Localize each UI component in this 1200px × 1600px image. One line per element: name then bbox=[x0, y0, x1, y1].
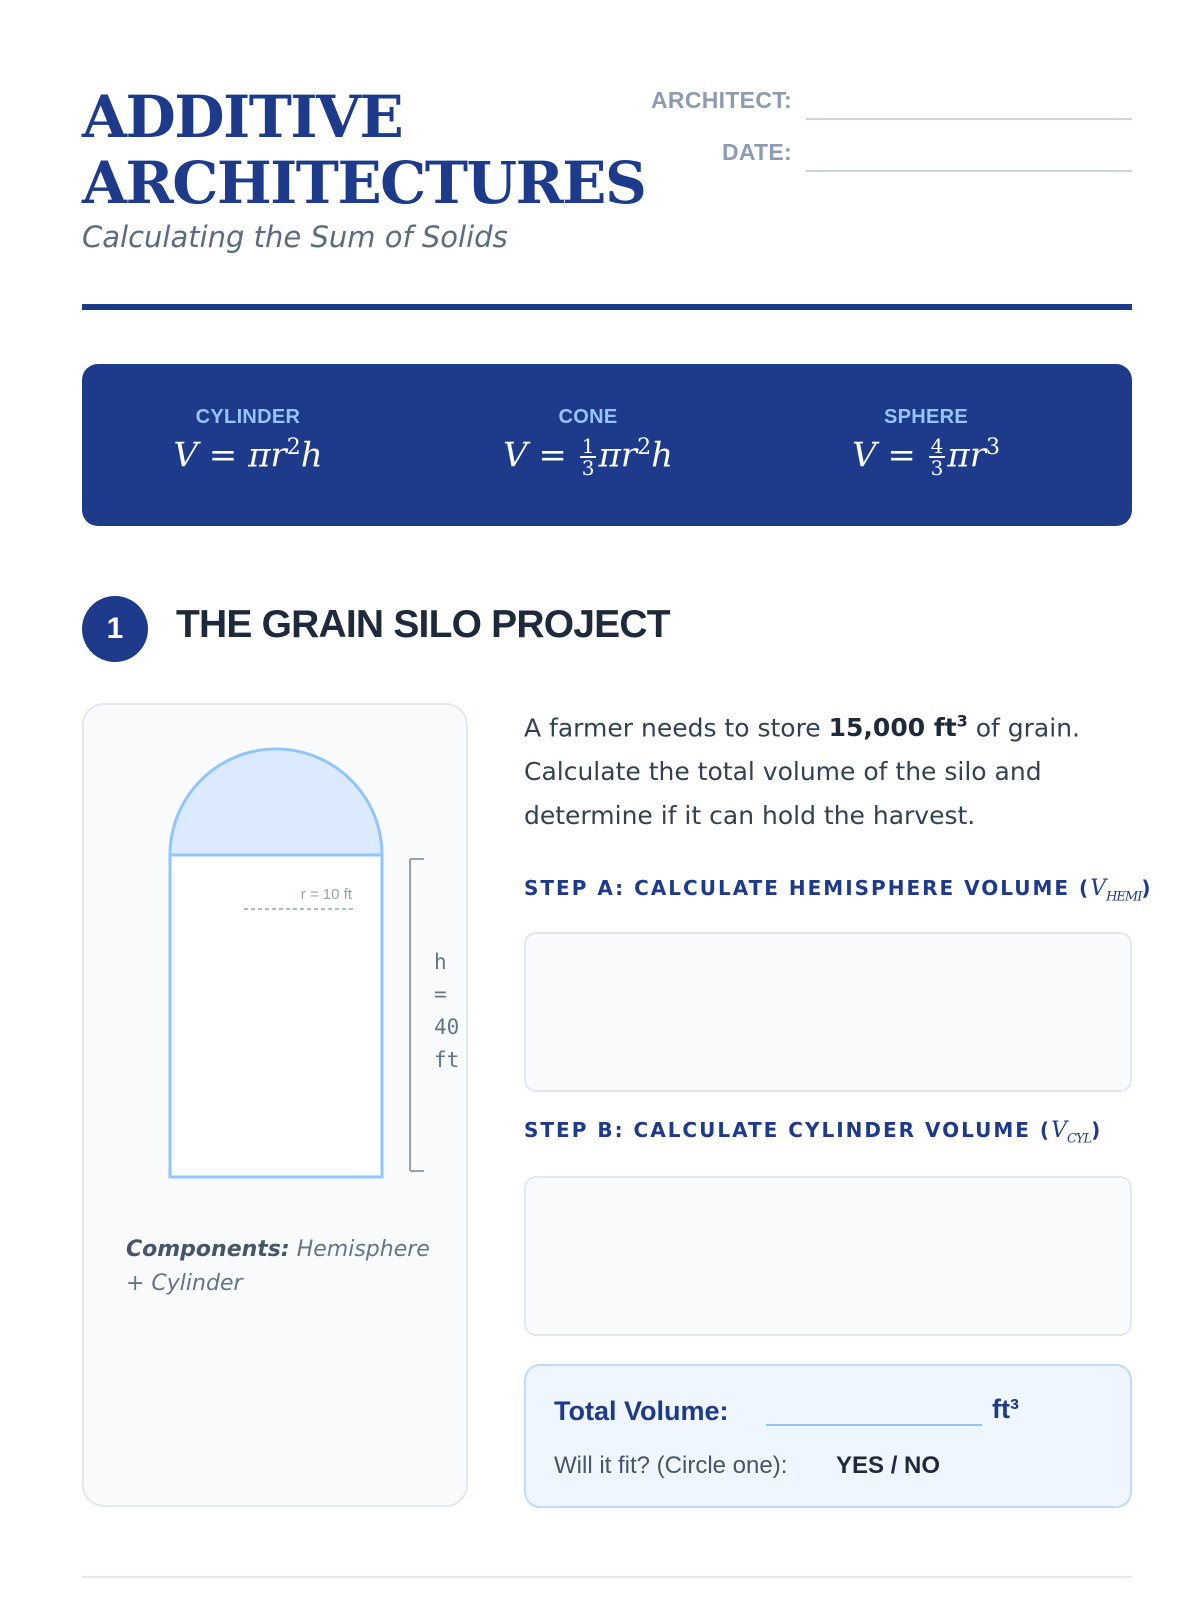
height-label bbox=[434, 950, 459, 1072]
components-label: Components: bbox=[126, 1237, 290, 1262]
date-input-line[interactable] bbox=[806, 170, 1132, 172]
total-volume-unit: ft³ bbox=[992, 1394, 1019, 1424]
fit-question: Will it fit? (Circle one): bbox=[554, 1452, 788, 1479]
worksheet-title bbox=[82, 83, 646, 217]
step-b-label: STEP B: CALCULATE CYLINDER VOLUME $(V_{CYL})$ bbox=[524, 1118, 1103, 1147]
hemisphere-shape bbox=[170, 749, 382, 855]
fit-options[interactable]: YES / NO bbox=[836, 1452, 941, 1479]
cylinder-shape bbox=[170, 855, 382, 1177]
silo-diagram-card bbox=[82, 703, 468, 1507]
formula-reference-bar bbox=[82, 364, 1132, 526]
svg-text:h: h bbox=[434, 950, 447, 974]
title-line-2: ARCHITECTURES bbox=[82, 149, 646, 217]
problem-statement: A farmer needs to store 15,000 $ft^3$ of grain. Calculate the total volume of the silo and determine if it can hold the harvest. bbox=[524, 712, 1080, 831]
sphere-formula-label: SPHERE bbox=[883, 406, 969, 428]
title-line-1: ADDITIVE bbox=[82, 83, 403, 151]
svg-text:ft: ft bbox=[434, 1048, 460, 1072]
footer-divider bbox=[82, 1576, 1132, 1578]
step-a-label: STEP A: CALCULATE HEMISPHERE VOLUME $(V_{HEMI})$ bbox=[524, 876, 1153, 905]
cylinder-formula-label: CYLINDER bbox=[195, 406, 301, 428]
cylinder-formula bbox=[128, 406, 368, 475]
total-volume-label: Total Volume: bbox=[554, 1396, 729, 1426]
sphere-formula bbox=[806, 406, 1046, 481]
step-b-answer-box[interactable] bbox=[524, 1176, 1132, 1336]
sphere-formula-equation: V = $\frac{4}{3}$ $\pi r^3$ bbox=[851, 434, 1001, 481]
architect-input-line[interactable] bbox=[806, 118, 1132, 120]
architect-label: ARCHITECT: bbox=[651, 87, 792, 113]
components-value: Hemisphere + Cylinder bbox=[126, 1237, 430, 1296]
worksheet-subtitle: Calculating the Sum of Solids bbox=[82, 220, 508, 254]
cone-formula-label: CONE bbox=[558, 406, 618, 428]
architect-row bbox=[600, 80, 1132, 120]
components-note bbox=[126, 1233, 446, 1301]
section-number-badge: 1 bbox=[82, 596, 148, 662]
svg-text:40: 40 bbox=[434, 1015, 460, 1039]
date-label: DATE: bbox=[721, 139, 792, 165]
svg-text:=: = bbox=[434, 982, 447, 1006]
cylinder-formula-equation: $V = \pi r^2h$ bbox=[173, 435, 323, 476]
section-title: THE GRAIN SILO PROJECT bbox=[176, 603, 670, 646]
total-volume-input-line[interactable] bbox=[766, 1424, 982, 1426]
cone-formula bbox=[468, 406, 708, 481]
silo-diagram bbox=[84, 705, 470, 1509]
total-volume-box bbox=[524, 1364, 1132, 1508]
radius-label: r = 10 ft bbox=[300, 886, 352, 903]
cone-formula-equation: V = $\frac{1}{3}$ $\pi r^2h$ bbox=[503, 434, 673, 481]
date-row bbox=[600, 132, 1132, 172]
step-a-answer-box[interactable] bbox=[524, 932, 1132, 1092]
header-divider bbox=[82, 304, 1132, 310]
